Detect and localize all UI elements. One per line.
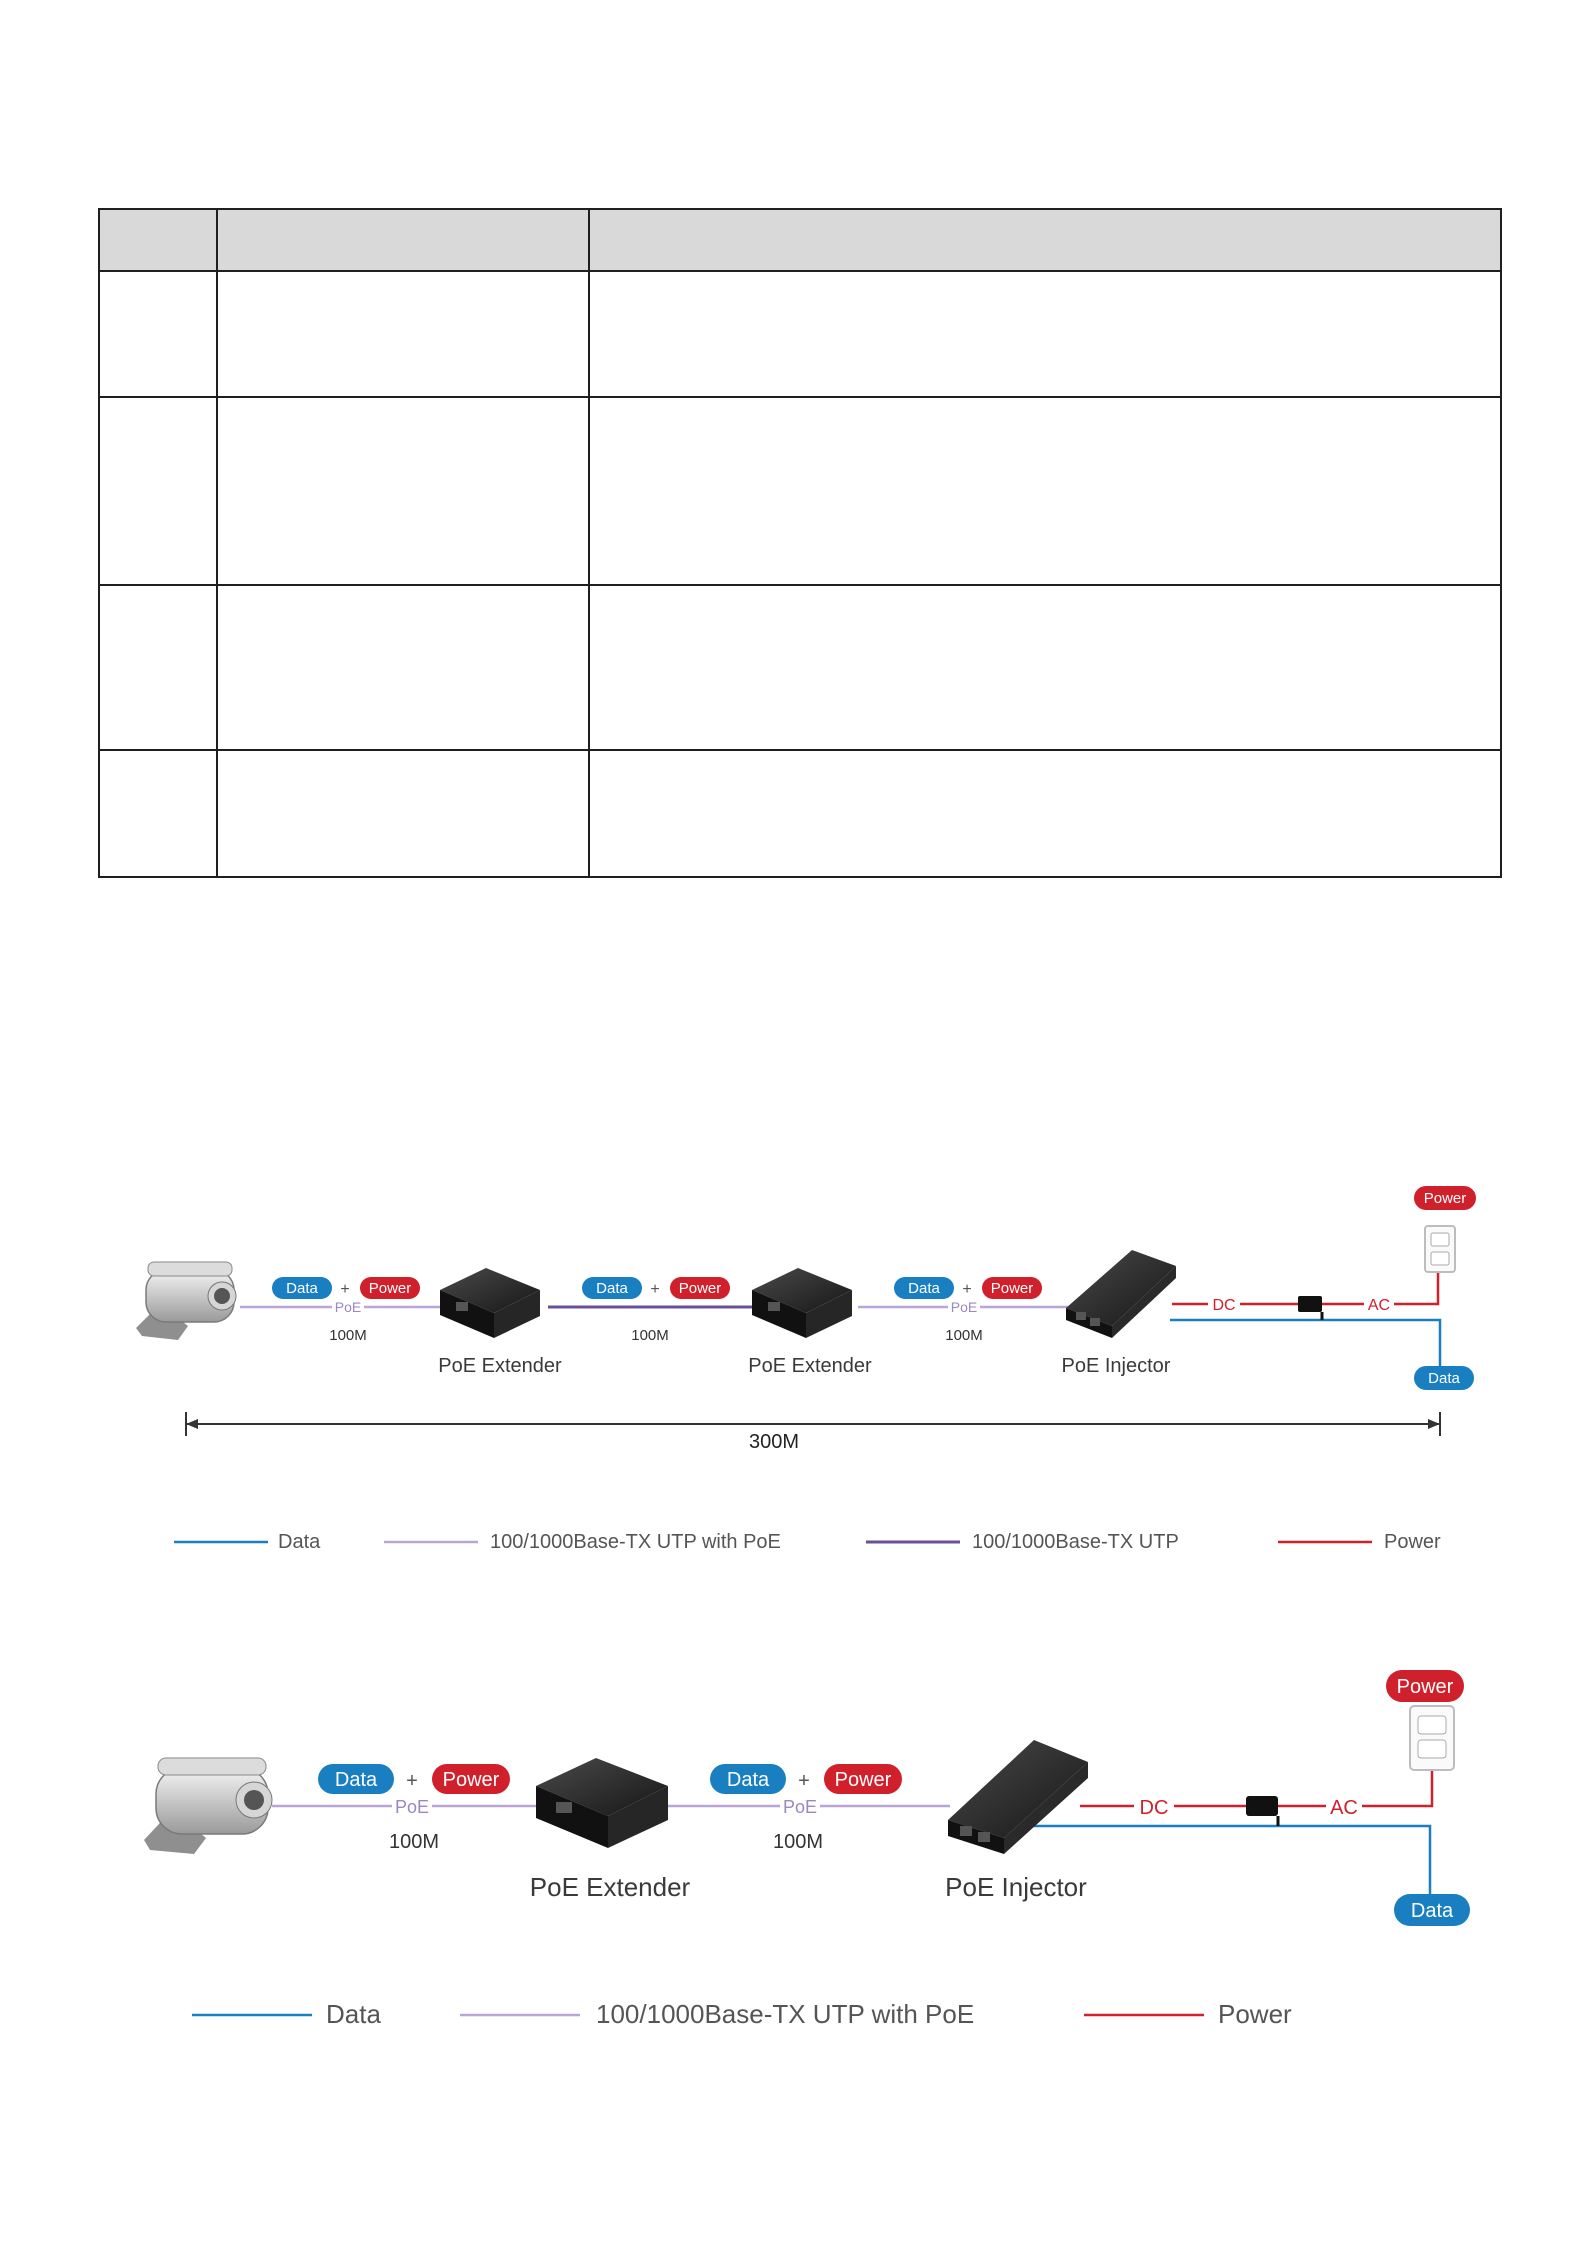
table-row bbox=[99, 397, 1501, 585]
power-badge-label: Power bbox=[990, 1280, 1034, 1297]
legend bbox=[192, 1999, 1292, 2029]
camera-icon bbox=[144, 1758, 272, 1854]
power-adapter-icon bbox=[1298, 1296, 1322, 1320]
poe-extender-device-icon bbox=[536, 1758, 668, 1848]
table-cell bbox=[217, 271, 589, 397]
dc-label: DC bbox=[1212, 1297, 1236, 1314]
table-cell bbox=[99, 750, 217, 877]
legend-label-power: Power bbox=[1218, 1999, 1292, 2029]
dc-label: DC bbox=[1139, 1797, 1169, 1819]
power-badge-label: Power bbox=[834, 1769, 892, 1791]
legend bbox=[174, 1531, 1441, 1553]
poe-label: PoE bbox=[782, 1797, 818, 1817]
legend-label-utp-poe: 100/1000Base-TX UTP with PoE bbox=[596, 1999, 975, 2029]
table-row bbox=[99, 585, 1501, 750]
poe-label: PoE bbox=[334, 1299, 362, 1315]
poe-injector-label: PoE Injector bbox=[1061, 1355, 1171, 1377]
poe-label: PoE bbox=[950, 1299, 978, 1315]
data-badge-label: Data bbox=[908, 1280, 940, 1297]
table-cell bbox=[589, 397, 1501, 585]
plus-sign: + bbox=[798, 1770, 810, 1792]
poe-injector-label: PoE Injector bbox=[945, 1872, 1087, 1902]
data-badge-label: Data bbox=[596, 1280, 628, 1297]
poe-extender-label: PoE Extender bbox=[529, 1872, 691, 1902]
power-badge-label: Power bbox=[1423, 1190, 1467, 1207]
segment-length-label: 100M bbox=[329, 1327, 367, 1344]
power-badge-label: Power bbox=[678, 1280, 722, 1297]
poe-extender-label: PoE Extender bbox=[438, 1355, 562, 1377]
poe-diagram-single-extender bbox=[0, 1640, 1588, 2040]
wall-outlet-icon bbox=[1425, 1226, 1455, 1272]
data-badge-label: Data bbox=[286, 1280, 318, 1297]
poe-extender-label: PoE Extender bbox=[748, 1355, 872, 1377]
table-cell bbox=[99, 585, 217, 750]
table-cell bbox=[589, 271, 1501, 397]
data-badge-label: Data bbox=[1428, 1370, 1460, 1387]
table-cell bbox=[217, 585, 589, 750]
plus-sign: + bbox=[340, 1281, 350, 1298]
ac-label: AC bbox=[1367, 1297, 1391, 1314]
power-adapter-icon bbox=[1246, 1796, 1278, 1826]
legend-label-power: Power bbox=[1384, 1531, 1441, 1553]
table-header-row bbox=[99, 209, 1501, 271]
table-header-cell bbox=[99, 209, 217, 271]
ac-label: AC bbox=[1330, 1797, 1358, 1819]
table-row bbox=[99, 271, 1501, 397]
legend-label-data: Data bbox=[326, 1999, 381, 2029]
data-badge-label: Data bbox=[726, 1769, 770, 1791]
plus-sign: + bbox=[962, 1281, 972, 1298]
poe-extender-device-icon bbox=[752, 1268, 852, 1338]
table-cell bbox=[217, 397, 589, 585]
legend-label-data: Data bbox=[278, 1531, 321, 1553]
power-badge-label: Power bbox=[1396, 1676, 1454, 1698]
spec-table bbox=[98, 208, 1502, 878]
plus-sign: + bbox=[406, 1770, 418, 1792]
camera-icon bbox=[136, 1262, 236, 1340]
data-badge-label: Data bbox=[334, 1769, 378, 1791]
table-row bbox=[99, 750, 1501, 877]
segment-length-label: 100M bbox=[945, 1327, 983, 1344]
table-cell bbox=[99, 397, 217, 585]
segment-length-label: 100M bbox=[388, 1831, 440, 1853]
poe-injector-device-icon bbox=[1066, 1250, 1176, 1338]
segment-length-label: 100M bbox=[631, 1327, 669, 1344]
poe-extender-device-icon bbox=[440, 1268, 540, 1338]
table-header-cell bbox=[217, 209, 589, 271]
poe-injector-device-icon bbox=[948, 1740, 1088, 1854]
distance-arrow bbox=[186, 1412, 1440, 1436]
total-distance-label: 300M bbox=[748, 1431, 800, 1453]
wall-outlet-icon bbox=[1410, 1706, 1454, 1770]
data-badge-label: Data bbox=[1410, 1900, 1454, 1922]
plus-sign: + bbox=[650, 1281, 660, 1298]
table-header-cell bbox=[589, 209, 1501, 271]
legend-label-utp-poe: 100/1000Base-TX UTP with PoE bbox=[490, 1531, 781, 1553]
poe-diagram-two-extenders bbox=[0, 1170, 1588, 1580]
table-cell bbox=[589, 750, 1501, 877]
table-cell bbox=[99, 271, 217, 397]
poe-label: PoE bbox=[394, 1797, 430, 1817]
power-badge-label: Power bbox=[368, 1280, 412, 1297]
legend-label-utp: 100/1000Base-TX UTP bbox=[972, 1531, 1179, 1553]
table-cell bbox=[589, 585, 1501, 750]
table-cell bbox=[217, 750, 589, 877]
segment-length-label: 100M bbox=[772, 1831, 824, 1853]
data-line bbox=[1170, 1320, 1440, 1366]
power-badge-label: Power bbox=[442, 1769, 500, 1791]
